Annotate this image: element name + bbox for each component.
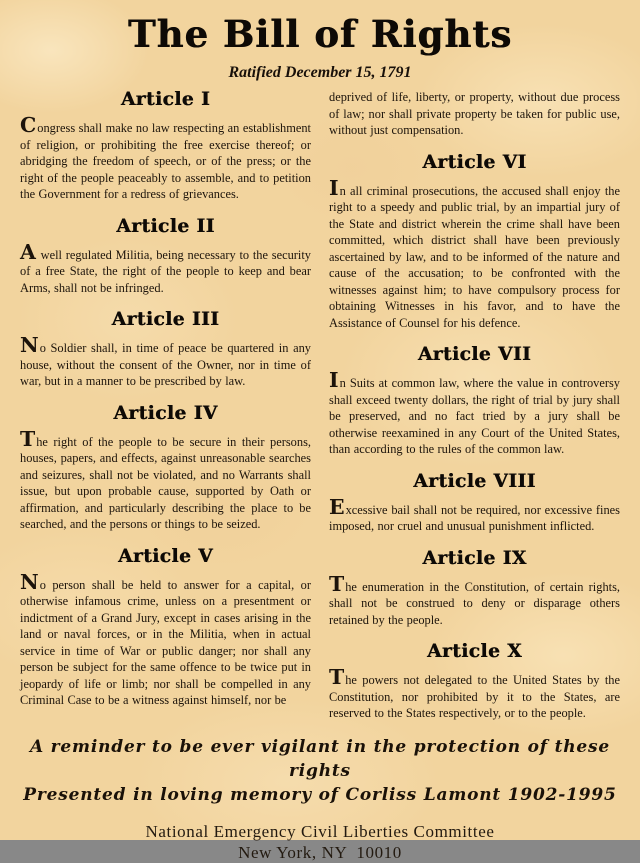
article-5-continuation: [329, 89, 620, 139]
article-body: No person shall be held to answer for a capital, or otherwise infamous crime, unless on a presentment or indictment of a Grand Jury, except in cases arising in the land or naval forces, or in the Militia, when in actual service in time of War or public danger; nor shall any person be subject for the same offence to be twice put in jeopardy of life or limb; nor shall be compelled in any Criminal Case to be a witness against himself, nor be: [20, 569, 311, 707]
header: [0, 0, 640, 82]
committee-name: National Emergency Civil Liberties Committee: [145, 822, 495, 841]
article-body: In Suits at common law, where the value in controversy shall exceed twenty dollars, the right of trial by jury shall be preserved, and no fact tried by a jury shall be otherwise reexamined in any Court of the United States, than according to the rules of the common law.: [329, 368, 620, 456]
article-heading: Article X: [426, 641, 523, 662]
article-5: [20, 546, 311, 709]
committee-address: New York, NY 10010: [238, 843, 402, 862]
column-right: [329, 87, 620, 722]
article-6: [329, 152, 620, 332]
article-body: The powers not delegated to the United States by the Constitution, nor prohibited by it to the States, are reserved to the States respectively, or to the people.: [329, 665, 620, 720]
article-2: [20, 216, 311, 297]
article-body: No Soldier shall, in time of peace be quartered in any house, without the consent of the Owner, nor in time of war, but in a manner to be prescribed by law.: [20, 333, 311, 388]
article-body: Congress shall make no law respecting an establishment of religion, or prohibiting the free exercise thereof; or abridging the freedom of speech, or of the press; or the right of the people peaceably to assemble, and to petition the Government for a redress of grievances.: [20, 113, 311, 201]
article-body: Excessive bail shall not be required, nor excessive fines imposed, nor cruel and unusual punishment inflicted.: [329, 494, 620, 533]
page-title: The Bill of Rights: [127, 12, 513, 56]
article-7: [329, 344, 620, 458]
article-heading: Article IX: [422, 547, 527, 569]
article-heading: Article VIII: [413, 470, 536, 492]
article-heading: Article VI: [422, 151, 527, 173]
memorial-line-1: A reminder to be ever vigilant in the protection of these rights: [29, 737, 611, 781]
article-heading: Article IV: [113, 402, 218, 424]
article-body: The right of the people to be secure in their persons, houses, papers, and effects, against unreasonable searches and seizures, shall not be violated, and no Warrants shall issue, but upon probable cause, supported by Oath or affirmation, and particularly describing the place to be searched, and the persons or things to be seized.: [20, 426, 311, 531]
article-4: [20, 403, 311, 533]
page-subtitle: Ratified December 15, 1791: [228, 64, 412, 81]
article-9: [329, 548, 620, 629]
article-heading: Article I: [120, 89, 211, 110]
article-heading: Article VII: [417, 344, 532, 365]
column-left: [20, 87, 311, 722]
article-1: [20, 89, 311, 203]
article-body: In all criminal prosecutions, the accused shall enjoy the right to a speedy and public trial, by an impartial jury of the State and district wherein the crime shall have been committed, which district shall have been previously ascertained by law, and to be informed of the nature and cause of the accusation; to be confronted with the witnesses against him; to have compulsory process for obtaining Witnesses in his favor, and to have the Assistance of Counsel for his defence.: [329, 175, 620, 330]
article-heading: Article II: [116, 215, 215, 237]
article-body: The enumeration in the Constitution, of certain rights, shall not be construed to deny or disparage others retained by the people.: [329, 571, 620, 627]
columns: [0, 87, 640, 722]
article-body: A well regulated Militia, being necessary to the security of a free State, the right of the people to keep and bear Arms, shall not be infringed.: [20, 239, 311, 295]
article-heading: Article III: [111, 309, 220, 330]
article-body: deprived of life, liberty, or property, without due process of law; nor shall private property be taken for public use, without just compensation.: [329, 90, 620, 137]
article-8: [329, 471, 620, 535]
footer: [0, 735, 640, 863]
article-10: [329, 641, 620, 722]
article-3: [20, 309, 311, 390]
article-heading: Article V: [117, 545, 214, 567]
memorial-line-2: Presented in loving memory of Corliss Lamont 1902-1995: [23, 785, 617, 805]
